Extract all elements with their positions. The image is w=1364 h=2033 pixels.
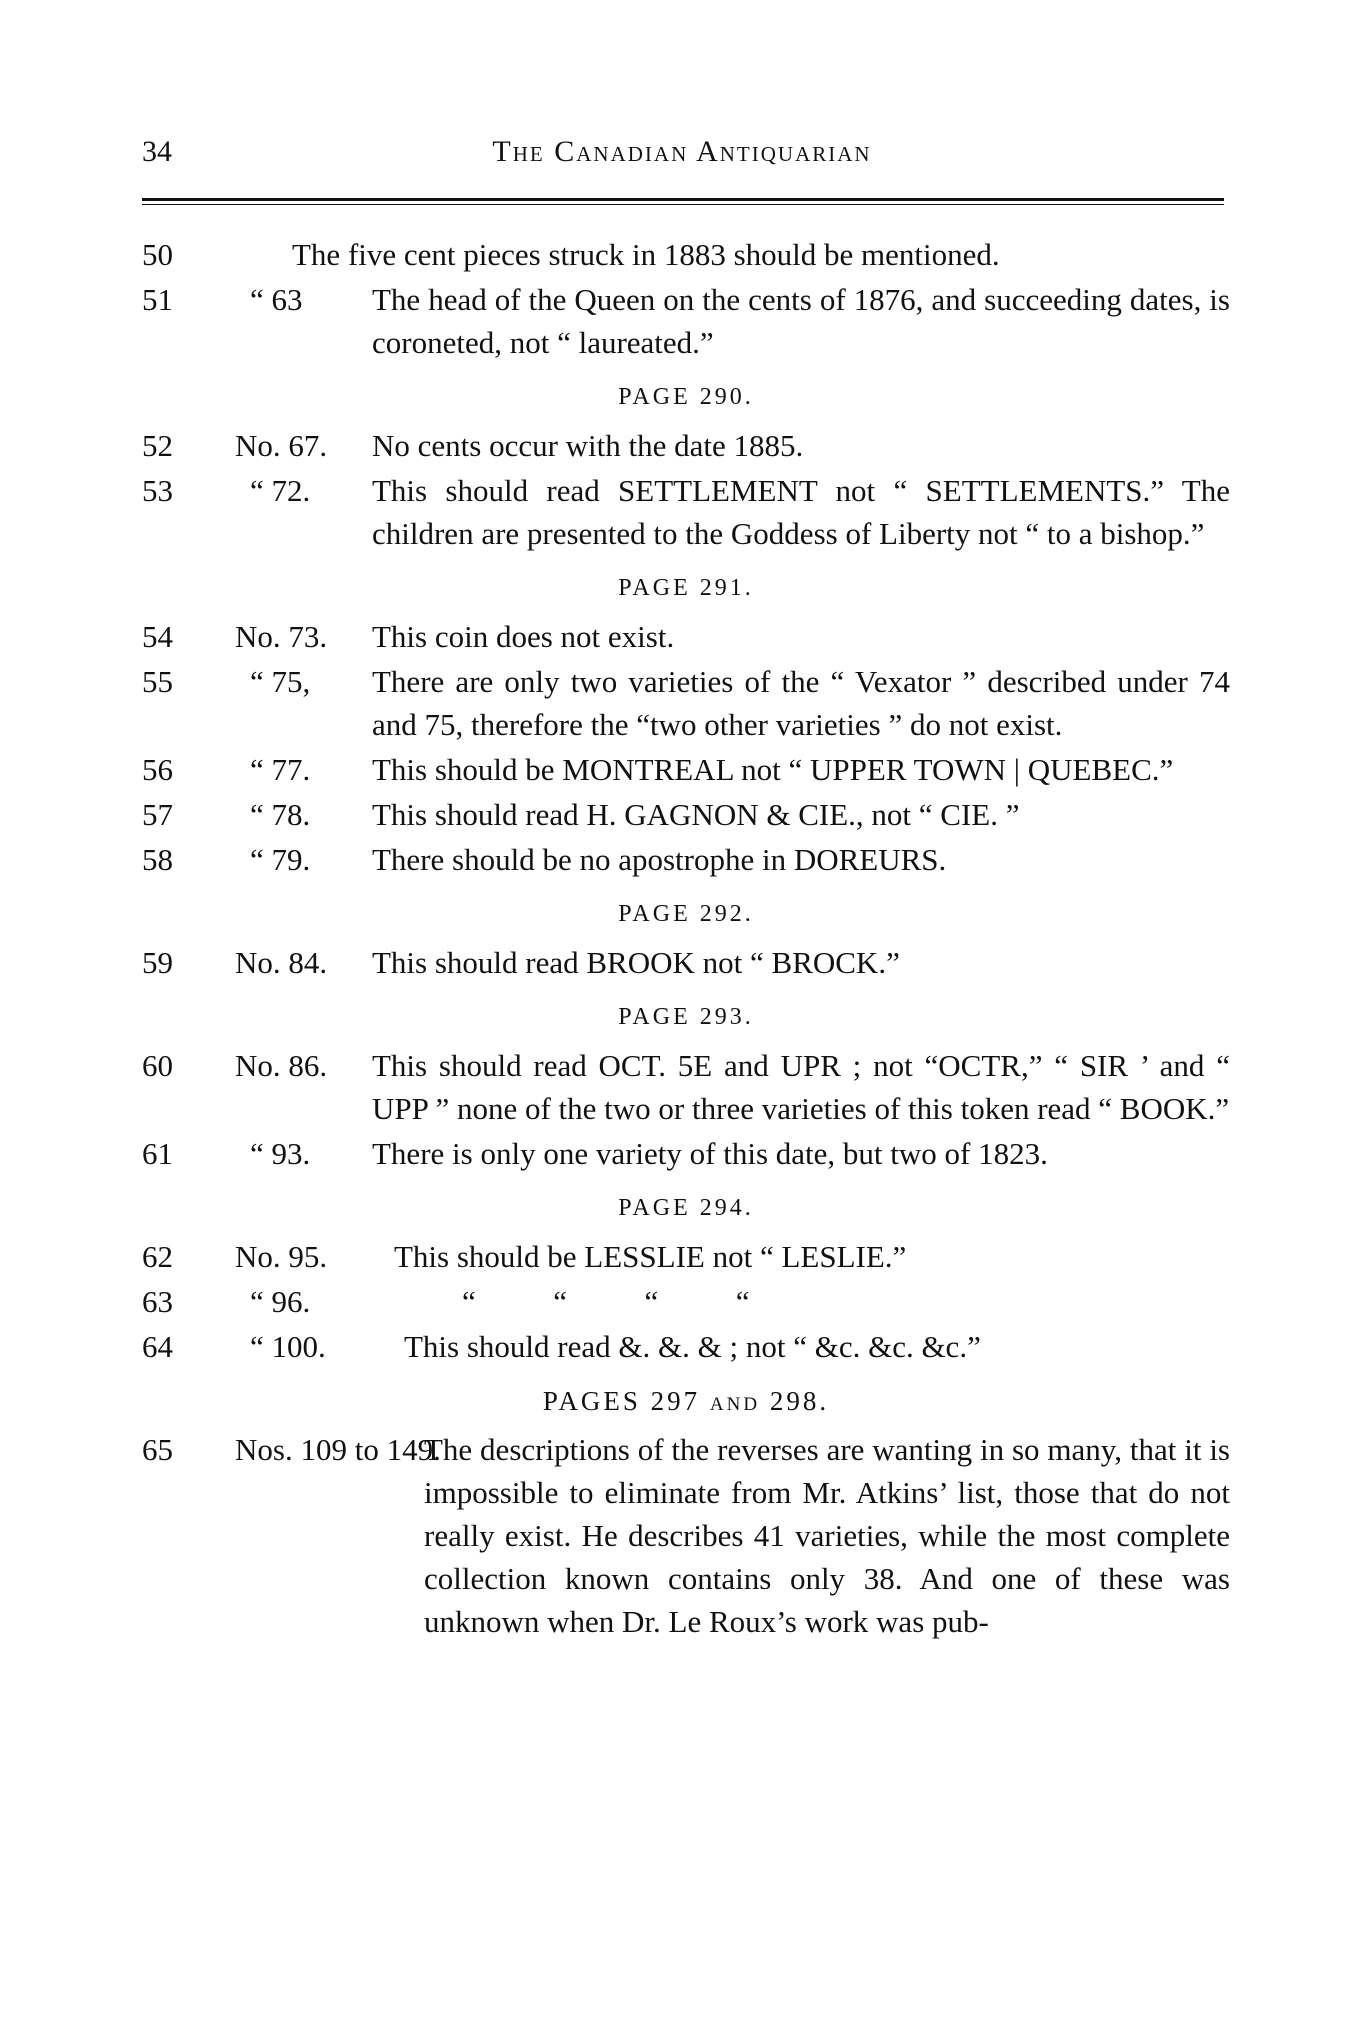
entry-reference: No. 84.: [235, 945, 328, 980]
entry-text: “ “ “ “: [462, 1284, 750, 1319]
entry-reference: “ 63: [250, 282, 303, 317]
entry-reference: No. 95.: [235, 1239, 328, 1274]
entry-number: 55: [142, 664, 173, 699]
list-item: [142, 1132, 1230, 1175]
header-rule: [142, 198, 1224, 201]
entry-number: 57: [142, 797, 173, 832]
entry-number: 58: [142, 842, 173, 877]
entry-number: 59: [142, 945, 173, 980]
entry-text: This should read &. &. & ; not “ &c. &c. &c.”: [404, 1329, 981, 1364]
entry-reference: “ 96.: [250, 1284, 311, 1319]
entry-number: 64: [142, 1329, 173, 1364]
list-item: [142, 660, 1230, 746]
section-heading: PAGE 294.: [618, 1195, 754, 1221]
list-item: [142, 793, 1230, 836]
entry-reference: No. 73.: [235, 619, 328, 654]
section-heading: PAGES 297 and 298.: [542, 1386, 830, 1416]
entry-reference: “ 77.: [250, 752, 311, 787]
entry-reference: No. 67.: [235, 428, 328, 463]
entry-number: 53: [142, 473, 173, 508]
running-header: [0, 135, 1364, 175]
list-item: [142, 1280, 1230, 1323]
entry-number: 65: [142, 1432, 173, 1467]
entry-text: There is only one variety of this date, but two of 1823.: [372, 1136, 1048, 1171]
entry-text: No cents occur with the date 1885.: [372, 428, 804, 463]
entry-number: 51: [142, 282, 173, 317]
entry-reference: “ 78.: [250, 797, 311, 832]
entry-number: 56: [142, 752, 173, 787]
list-item: [142, 1044, 1230, 1130]
list-item: [142, 278, 1230, 364]
entry-reference: “ 100.: [250, 1329, 326, 1364]
entry-text: This should read SETTLEMENT not “ SETTLEMENTS.” The children are presented to the Goddess of Liberty not “ to a bishop.”: [372, 473, 1230, 551]
section-heading: PAGE 290.: [618, 384, 754, 410]
list-item: [142, 615, 1230, 658]
entry-number: 61: [142, 1136, 173, 1171]
entry-text: This should read BROOK not “ BROCK.”: [372, 945, 900, 980]
entry-number: 54: [142, 619, 173, 654]
entry-reference: “ 79.: [250, 842, 311, 877]
entry-reference: “ 75,: [250, 664, 311, 699]
entry-text: This coin does not exist.: [372, 619, 675, 654]
entry-text: This should be MONTREAL not “ UPPER TOWN | QUEBEC.”: [372, 752, 1174, 787]
entry-text: The head of the Queen on the cents of 1876, and succeeding dates, is coroneted, not “ laureated.”: [372, 282, 1230, 360]
list-item: [142, 838, 1230, 881]
list-item: [142, 424, 1230, 467]
entry-number: 63: [142, 1284, 173, 1319]
list-item: [142, 941, 1230, 984]
entry-reference: No. 86.: [235, 1048, 328, 1083]
entry-text: This should read H. GAGNON & CIE., not “ CIE. ”: [372, 797, 1020, 832]
entry-reference: Nos. 109 to 149.: [235, 1432, 441, 1467]
entry-text: The five cent pieces struck in 1883 should be mentioned.: [292, 237, 1000, 272]
list-item: [142, 233, 1230, 276]
entry-text-content: The descriptions of the reverses are wanting in so many, that it is impossible to eliminate from Mr. Atkins’ list, those that do not really exist. He describes 41 varieties, while the most complete collection known contains only 38. And one of these was unknown when Dr. Le Roux’s work was pub-: [424, 1432, 1230, 1639]
entry-text: This should be LESSLIE not “ LESLIE.”: [394, 1239, 907, 1274]
entry-reference: “ 93.: [250, 1136, 311, 1171]
entry-reference: “ 72.: [250, 473, 311, 508]
entry-text: There are only two varieties of the “ Vexator ” described under 74 and 75, therefore the “two other varieties ” do not exist.: [372, 664, 1230, 742]
section-heading: PAGE 293.: [618, 1004, 754, 1030]
entry-number: 62: [142, 1239, 173, 1274]
entry-number: 60: [142, 1048, 173, 1083]
section-heading: PAGE 292.: [618, 901, 754, 927]
list-item: [142, 469, 1230, 555]
list-item: [142, 1325, 1230, 1368]
entry-text: There should be no apostrophe in DOREURS.: [372, 842, 947, 877]
section-heading: PAGE 291.: [618, 575, 754, 601]
running-title: The Canadian Antiquarian: [492, 135, 872, 168]
page-number: 34: [142, 135, 172, 168]
list-item: [142, 1428, 1230, 1643]
errata-list: [142, 233, 1230, 1645]
entry-number: 52: [142, 428, 173, 463]
list-item: [142, 748, 1230, 791]
entry-number: 50: [142, 237, 173, 272]
entry-text: This should read OCT. 5E and UPR ; not “OCTR,” “ SIR ’ and “ UPP ” none of the two or three varieties of this token read “ BOOK.”: [372, 1048, 1230, 1126]
list-item: [142, 1235, 1230, 1278]
